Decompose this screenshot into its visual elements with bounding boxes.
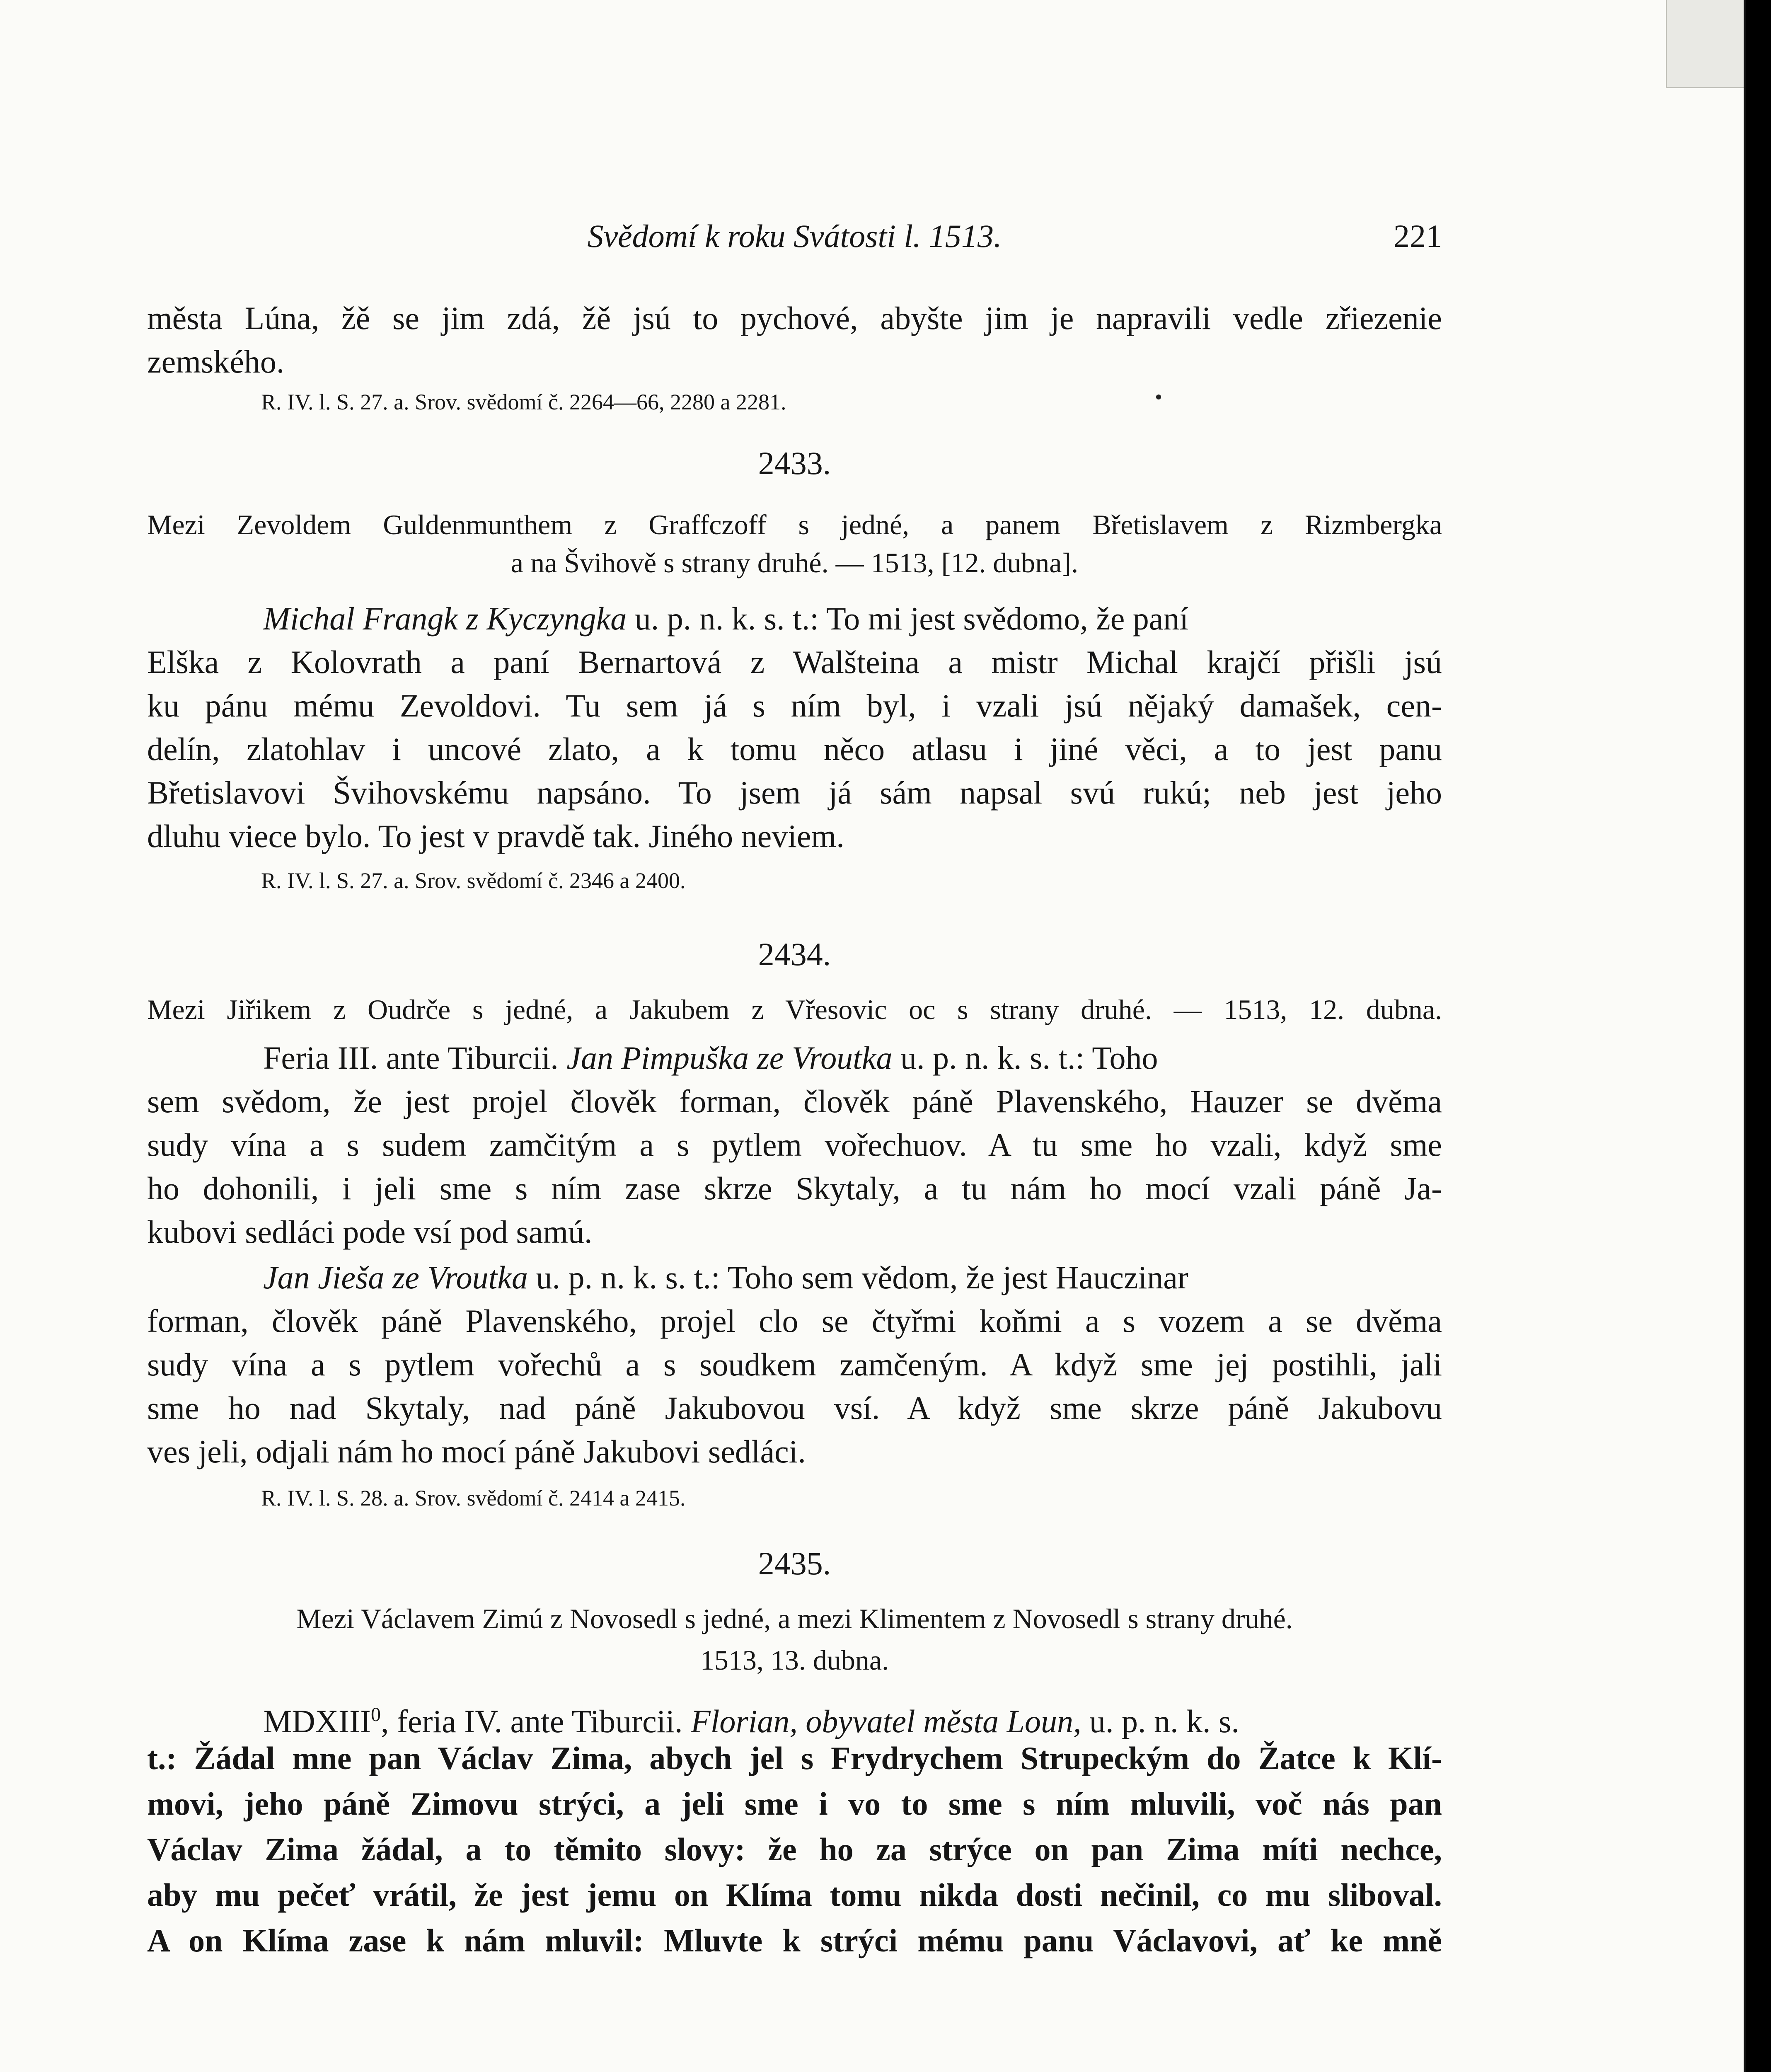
intro-line-1: města Lúna, žě se jim zdá, žě jsú to pychové, abyšte jim je napravili vedle zřiezenie: [147, 300, 1442, 336]
running-title: Svědomí k roku Svátosti l. 1513.: [587, 218, 1002, 254]
entry-2434-line-3: sudy vína a s sudem zamčitým a s pytlem vořechuov. A tu sme ho vzali, když sme: [147, 1127, 1442, 1163]
entry-2435-line-5: aby mu pečeť vrátil, že jest jemu on Klíma tomu nikda dosti nečinil, co mu sliboval.: [147, 1877, 1442, 1913]
entry-2434-line-8: sudy vína a s pytlem vořechů a s soudkem zamčeným. A když sme jej postihli, jali: [147, 1346, 1442, 1382]
entry-2433-line-4: delín, zlatohlav i uncové zlato, a k tomu něco atlasu i jiné věci, a to jest panu: [147, 731, 1442, 767]
entry-number-2434: 2434.: [758, 936, 831, 972]
entry-2435-line-1: [147, 1693, 1442, 1743]
text-run: , feria IV. ante Tiburcii.: [380, 1703, 683, 1739]
intro-reference: R. IV. l. S. 27. a. Srov. svědomí č. 2264—66, 2280 a 2281.: [261, 390, 786, 414]
entry-2433-line-6: dluhu viece bylo. To jest v pravdě tak. Jiného neviem.: [147, 818, 844, 854]
entry-2433-heading-1: Mezi Zevoldem Guldenmunthem z Graffczoff s jedné, a panem Břetislavem z Rizmbergka: [147, 509, 1442, 540]
entry-2433-line-2: Elška z Kolovrath a paní Bernartová z Walšteina a mistr Michal krajčí přišli jsú: [147, 644, 1442, 680]
text-run: u. p. n. k. s.: [1089, 1703, 1239, 1739]
entry-2434-reference: R. IV. l. S. 28. a. Srov. svědomí č. 2414 a 2415.: [261, 1486, 686, 1510]
entry-2434-line-7: forman, člověk páně Plavenského, projel clo se čtyřmi koňmi a s vozem a se dvěma: [147, 1303, 1442, 1339]
entry-2435-line-2: t.: Žádal mne pan Václav Zima, abych jel s Frydrychem Strupeckým do Žatce k Klí-: [147, 1740, 1442, 1776]
entry-2434-line-4: ho dohonili, i jeli sme s ním zase skrze Skytaly, a tu nám ho mocí vzali páně Ja-: [147, 1170, 1442, 1206]
witness-name: Florian, obyvatel města Loun,: [691, 1703, 1081, 1739]
intro-line-2: zemského.: [147, 344, 285, 380]
entry-2433-line-3: ku pánu mému Zevoldovi. Tu sem já s ním byl, i vzali jsú nějaký damašek, cen-: [147, 687, 1442, 724]
superscript: 0: [370, 1704, 381, 1726]
entry-2434-line-2: sem svědom, že jest projel člověk forman, člověk páně Plavenského, Hauzer se dvěma: [147, 1083, 1442, 1119]
entry-number-2435: 2435.: [758, 1545, 831, 1581]
entry-2434-heading-1: Mezi Jiřikem z Oudrče s jedné, a Jakubem z Vřesovic oc s strany druhé. — 1513, 12. dubna.: [147, 994, 1442, 1025]
witness-name: Michal Frangk z Kyczyngka: [263, 600, 627, 637]
scan-corner-mark: [1666, 0, 1746, 88]
text-run: u. p. n. k. s. t.: To mi jest svědomo, že paní: [634, 600, 1189, 637]
entry-2434-line-9: sme ho nad Skytaly, nad páně Jakubovou vsí. A když sme skrze páně Jakubovu: [147, 1390, 1442, 1426]
entry-2435-line-3: movi, jeho páně Zimovu strýci, a jeli sme i vo to sme s ním mluvili, voč nás pan: [147, 1786, 1442, 1822]
text-run: Feria III. ante Tiburcii.: [263, 1040, 559, 1076]
printed-dot: [1156, 395, 1161, 399]
text-run: u. p. n. k. s. t.: Toho: [900, 1040, 1158, 1076]
entry-2435-line-4: Václav Zima žádal, a to těmito slovy: že ho za strýce on pan Zima míti nechce,: [147, 1831, 1442, 1867]
entry-2435-heading-2: 1513, 13. dubna.: [700, 1644, 889, 1676]
entry-2434-line-1: [147, 1036, 1442, 1080]
text-run: u. p. n. k. s. t.: Toho sem vědom, že jest Hauczinar: [536, 1259, 1188, 1295]
text-run: MDXIII: [263, 1703, 371, 1739]
page-number: 221: [1394, 218, 1442, 254]
entry-2434-line-6: [147, 1256, 1442, 1300]
entry-2433-line-1: [147, 597, 1442, 641]
entry-number-2433: 2433.: [758, 445, 831, 481]
entry-2434-line-10: ves jeli, odjali nám ho mocí páně Jakubovi sedláci.: [147, 1433, 806, 1469]
entry-2433-reference: R. IV. l. S. 27. a. Srov. svědomí č. 2346 a 2400.: [261, 868, 686, 893]
witness-name: Jan Pimpuška ze Vroutka: [566, 1040, 893, 1076]
entry-2435-heading-1: Mezi Václavem Zimú z Novosedl s jedné, a mezi Klimentem z Novosedl s strany druhé.: [296, 1603, 1293, 1634]
entry-2433-line-5: Břetislavovi Švihovskému napsáno. To jsem já sám napsal svú rukú; neb jest jeho: [147, 775, 1442, 811]
entry-2433-heading-2: a na Švihově s strany druhé. — 1513, [12. dubna].: [510, 547, 1079, 579]
entry-2435-line-6: A on Klíma zase k nám mluvil: Mluvte k strýci mému panu Václavovi, ať ke mně: [147, 1922, 1442, 1958]
entry-2434-line-5: kubovi sedláci pode vsí pod samú.: [147, 1214, 593, 1250]
witness-name: Jan Jieša ze Vroutka: [263, 1259, 528, 1295]
